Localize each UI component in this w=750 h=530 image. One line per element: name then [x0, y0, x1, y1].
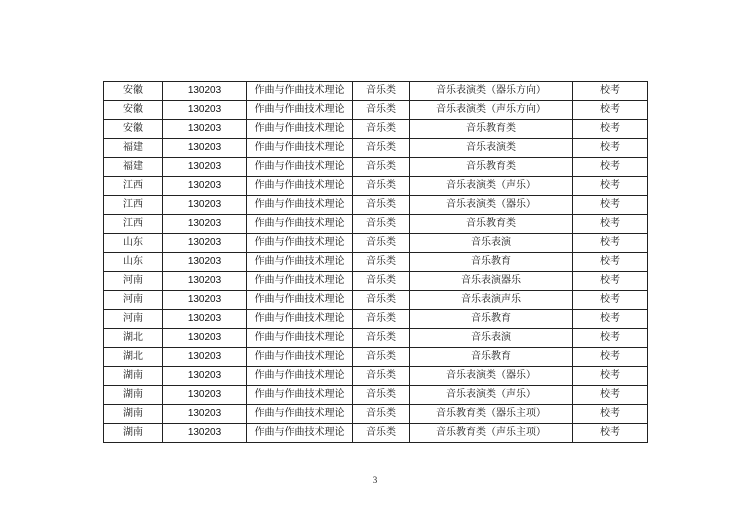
exam-subject-cell: 音乐教育类: [410, 215, 573, 234]
major-code-cell: 130203: [163, 367, 247, 386]
table-row: [104, 386, 648, 405]
major-code-cell: 130203: [163, 348, 247, 367]
major-name-cell: 作曲与作曲技术理论: [247, 120, 353, 139]
exam-type-cell: 校考: [573, 215, 648, 234]
major-code-cell: 130203: [163, 424, 247, 443]
major-code-cell: 130203: [163, 329, 247, 348]
category-cell: 音乐类: [353, 101, 410, 120]
exam-subject-cell: 音乐表演类（器乐）: [410, 367, 573, 386]
major-name-cell: 作曲与作曲技术理论: [247, 386, 353, 405]
exam-type-cell: 校考: [573, 272, 648, 291]
major-name-cell: 作曲与作曲技术理论: [247, 234, 353, 253]
major-name-cell: 作曲与作曲技术理论: [247, 158, 353, 177]
exam-subject-cell: 音乐表演类（声乐方向）: [410, 101, 573, 120]
category-cell: 音乐类: [353, 196, 410, 215]
exam-type-cell: 校考: [573, 291, 648, 310]
province-cell: 河南: [104, 291, 163, 310]
exam-type-cell: 校考: [573, 82, 648, 101]
exam-type-cell: 校考: [573, 120, 648, 139]
major-code-cell: 130203: [163, 405, 247, 424]
major-name-cell: 作曲与作曲技术理论: [247, 291, 353, 310]
major-name-cell: 作曲与作曲技术理论: [247, 253, 353, 272]
table-row: [104, 424, 648, 443]
exam-subject-cell: 音乐教育: [410, 310, 573, 329]
category-cell: 音乐类: [353, 386, 410, 405]
exam-subject-cell: 音乐教育类（声乐主项）: [410, 424, 573, 443]
exam-type-cell: 校考: [573, 139, 648, 158]
table-row: [104, 139, 648, 158]
province-cell: 福建: [104, 139, 163, 158]
exam-subject-cell: 音乐教育类（器乐主项）: [410, 405, 573, 424]
exam-type-cell: 校考: [573, 424, 648, 443]
major-name-cell: 作曲与作曲技术理论: [247, 310, 353, 329]
exam-subject-cell: 音乐表演类（器乐方向）: [410, 82, 573, 101]
category-cell: 音乐类: [353, 177, 410, 196]
category-cell: 音乐类: [353, 424, 410, 443]
exam-type-cell: 校考: [573, 310, 648, 329]
exam-subject-cell: 音乐表演类（声乐）: [410, 177, 573, 196]
page-number: 3: [372, 475, 378, 485]
major-code-cell: 130203: [163, 291, 247, 310]
province-cell: 湖南: [104, 424, 163, 443]
exam-subject-cell: 音乐表演类: [410, 139, 573, 158]
exam-subject-cell: 音乐表演类（声乐）: [410, 386, 573, 405]
major-code-cell: 130203: [163, 310, 247, 329]
exam-type-cell: 校考: [573, 386, 648, 405]
major-name-cell: 作曲与作曲技术理论: [247, 424, 353, 443]
major-code-cell: 130203: [163, 196, 247, 215]
category-cell: 音乐类: [353, 291, 410, 310]
table-row: [104, 367, 648, 386]
category-cell: 音乐类: [353, 158, 410, 177]
major-name-cell: 作曲与作曲技术理论: [247, 196, 353, 215]
major-code-cell: 130203: [163, 177, 247, 196]
category-cell: 音乐类: [353, 120, 410, 139]
exam-type-cell: 校考: [573, 196, 648, 215]
major-code-cell: 130203: [163, 120, 247, 139]
exam-type-cell: 校考: [573, 101, 648, 120]
province-cell: 湖北: [104, 348, 163, 367]
table-row: [104, 120, 648, 139]
province-cell: 湖南: [104, 367, 163, 386]
exam-type-cell: 校考: [573, 253, 648, 272]
exam-type-cell: 校考: [573, 158, 648, 177]
province-cell: 安徽: [104, 101, 163, 120]
table-body: [104, 82, 648, 443]
province-cell: 山东: [104, 253, 163, 272]
province-cell: 湖南: [104, 405, 163, 424]
table-row: [104, 234, 648, 253]
major-code-cell: 130203: [163, 272, 247, 291]
exam-subject-cell: 音乐教育类: [410, 158, 573, 177]
major-name-cell: 作曲与作曲技术理论: [247, 348, 353, 367]
exam-subject-cell: 音乐表演器乐: [410, 272, 573, 291]
category-cell: 音乐类: [353, 272, 410, 291]
table-row: [104, 272, 648, 291]
category-cell: 音乐类: [353, 405, 410, 424]
major-code-cell: 130203: [163, 386, 247, 405]
exam-type-cell: 校考: [573, 405, 648, 424]
province-cell: 江西: [104, 196, 163, 215]
exam-subject-cell: 音乐表演: [410, 329, 573, 348]
major-name-cell: 作曲与作曲技术理论: [247, 272, 353, 291]
category-cell: 音乐类: [353, 234, 410, 253]
exam-subject-cell: 音乐表演声乐: [410, 291, 573, 310]
table-row: [104, 329, 648, 348]
exam-subject-cell: 音乐教育类: [410, 120, 573, 139]
major-name-cell: 作曲与作曲技术理论: [247, 177, 353, 196]
category-cell: 音乐类: [353, 367, 410, 386]
table-row: [104, 291, 648, 310]
table-row: [104, 158, 648, 177]
major-code-cell: 130203: [163, 158, 247, 177]
exam-type-cell: 校考: [573, 329, 648, 348]
exam-type-cell: 校考: [573, 177, 648, 196]
major-code-cell: 130203: [163, 253, 247, 272]
category-cell: 音乐类: [353, 310, 410, 329]
category-cell: 音乐类: [353, 82, 410, 101]
major-code-cell: 130203: [163, 215, 247, 234]
province-cell: 福建: [104, 158, 163, 177]
category-cell: 音乐类: [353, 139, 410, 158]
exam-type-cell: 校考: [573, 348, 648, 367]
major-code-cell: 130203: [163, 101, 247, 120]
exam-subject-cell: 音乐教育: [410, 348, 573, 367]
exam-subject-cell: 音乐表演: [410, 234, 573, 253]
major-name-cell: 作曲与作曲技术理论: [247, 405, 353, 424]
admissions-table: [103, 81, 648, 443]
table-row: [104, 101, 648, 120]
province-cell: 江西: [104, 177, 163, 196]
category-cell: 音乐类: [353, 348, 410, 367]
major-name-cell: 作曲与作曲技术理论: [247, 82, 353, 101]
province-cell: 山东: [104, 234, 163, 253]
table-row: [104, 177, 648, 196]
province-cell: 河南: [104, 272, 163, 291]
table-row: [104, 405, 648, 424]
major-name-cell: 作曲与作曲技术理论: [247, 215, 353, 234]
province-cell: 江西: [104, 215, 163, 234]
major-name-cell: 作曲与作曲技术理论: [247, 367, 353, 386]
category-cell: 音乐类: [353, 253, 410, 272]
province-cell: 安徽: [104, 82, 163, 101]
table-row: [104, 348, 648, 367]
table-row: [104, 196, 648, 215]
table-row: [104, 82, 648, 101]
province-cell: 河南: [104, 310, 163, 329]
major-name-cell: 作曲与作曲技术理论: [247, 101, 353, 120]
exam-type-cell: 校考: [573, 234, 648, 253]
major-name-cell: 作曲与作曲技术理论: [247, 329, 353, 348]
exam-type-cell: 校考: [573, 367, 648, 386]
major-name-cell: 作曲与作曲技术理论: [247, 139, 353, 158]
province-cell: 安徽: [104, 120, 163, 139]
category-cell: 音乐类: [353, 329, 410, 348]
exam-subject-cell: 音乐表演类（器乐）: [410, 196, 573, 215]
table-row: [104, 215, 648, 234]
province-cell: 湖北: [104, 329, 163, 348]
major-code-cell: 130203: [163, 139, 247, 158]
exam-subject-cell: 音乐教育: [410, 253, 573, 272]
table-row: [104, 253, 648, 272]
province-cell: 湖南: [104, 386, 163, 405]
category-cell: 音乐类: [353, 215, 410, 234]
major-code-cell: 130203: [163, 234, 247, 253]
table-row: [104, 310, 648, 329]
major-code-cell: 130203: [163, 82, 247, 101]
